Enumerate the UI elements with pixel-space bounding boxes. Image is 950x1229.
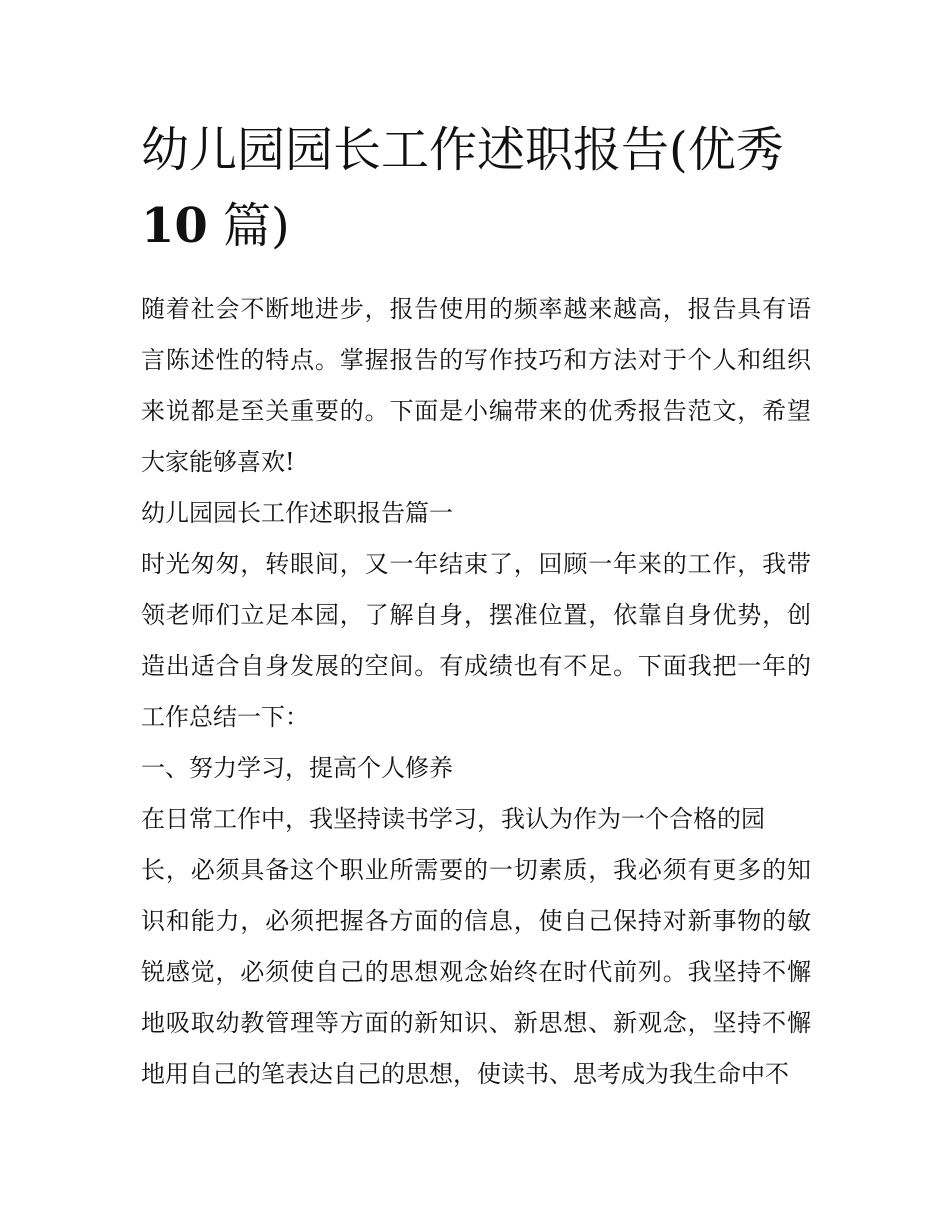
document-title (141, 112, 811, 264)
title-tail: 篇) (207, 198, 290, 254)
document-body (141, 284, 811, 1100)
body-paragraph-line: 在日常工作中，我坚持读书学习，我认为作为一个合格的园 (141, 805, 765, 833)
section-heading: 幼儿园园长工作述职报告篇一 (141, 499, 453, 527)
subsection-heading: 一、努力学习，提高个人修养 (141, 754, 453, 782)
body-paragraph: 时光匆匆，转眼间，又一年结束了，回顾一年来的工作，我带领老师们立足本园，了解自身，摆准位置，依靠自身优势，创造出适合自身发展的空间。有成绩也有不足。下面我把一年的工作总结一下： (141, 550, 811, 731)
title-number: 10 (141, 198, 208, 254)
document-content (141, 112, 811, 1100)
title-main: 幼儿园园长工作述职报告(优秀 (141, 122, 784, 178)
body-paragraph: 长，必须具备这个职业所需要的一切素质，我必须有更多的知识和能力，必须把握各方面的信息，使自己保持对新事物的敏锐感觉，必须使自己的思想观念始终在时代前列。我坚持不懈地吸取幼教管理等方面的新知识、新思想、新观念，坚持不懈地用自己的笔表达自己的思想，使读书、思考成为我生命中不 (141, 856, 811, 1088)
intro-paragraph: 随着社会不断地进步，报告使用的频率越来越高，报告具有语言陈述性的特点。掌握报告的写作技巧和方法对于个人和组织来说都是至关重要的。下面是小编带来的优秀报告范文，希望大家能够喜欢! (141, 295, 811, 476)
